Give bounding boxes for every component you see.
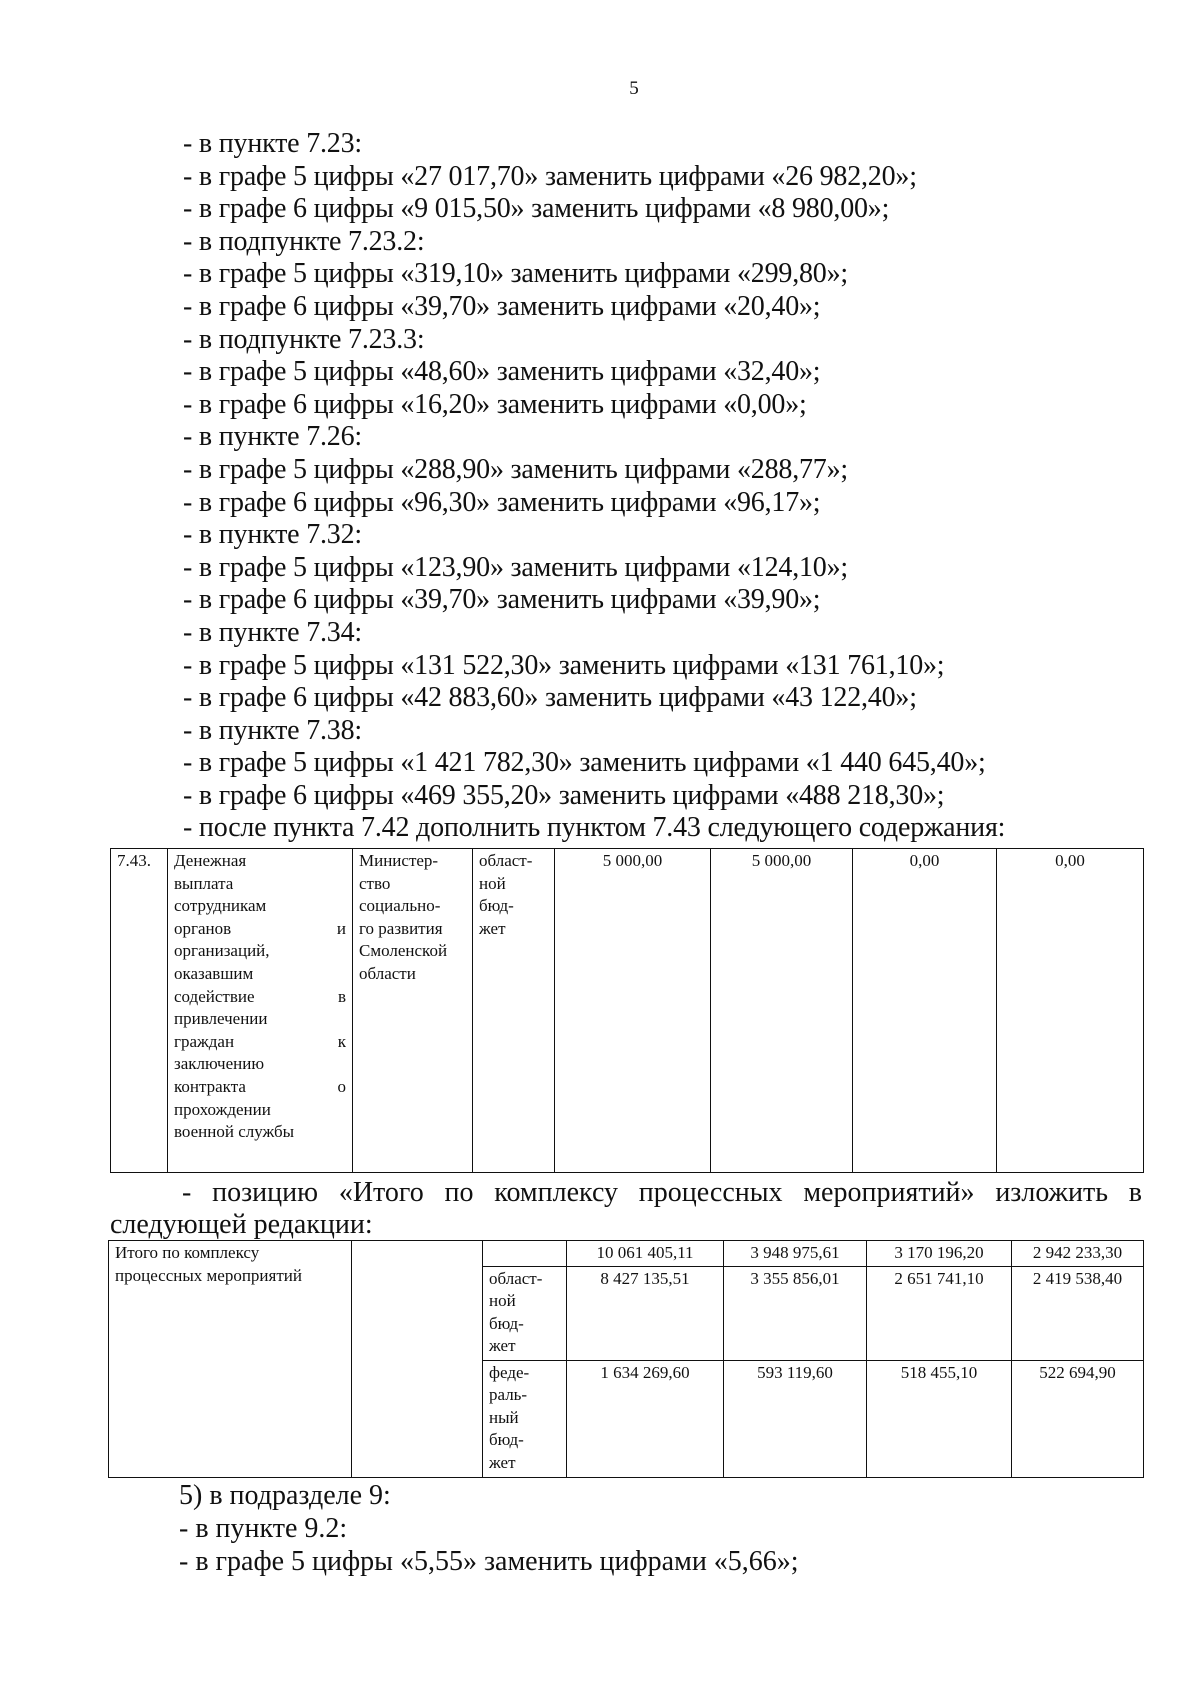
text-line: - в графе 6 цифры «96,30» заменить цифрами «96,17»; <box>183 486 821 518</box>
source-line: бюд- <box>489 1313 524 1333</box>
value-cell-year-1: 5 000,00 <box>711 849 853 1173</box>
text-line: - в графе 6 цифры «39,70» заменить цифрами «39,90»; <box>183 584 821 616</box>
source-line: бюд- <box>479 896 514 916</box>
text-line: - в графе 5 цифры «131 522,30» заменить цифрами «131 761,10»; <box>183 649 945 681</box>
itogo-title-cell: Итого по комплексу процессных мероприятий <box>109 1241 352 1478</box>
executor-line: социально- <box>359 896 441 916</box>
executor-line: го развития <box>359 918 443 938</box>
value-cell: 2 651 741,10 <box>867 1266 1012 1360</box>
total-value-cell: 3 948 975,61 <box>724 1241 867 1267</box>
name-line: военной службы <box>174 1122 295 1142</box>
source-line: раль- <box>489 1385 528 1405</box>
source-line: област- <box>479 851 533 870</box>
source-line: феде- <box>489 1362 530 1382</box>
bottom-lines <box>179 1479 799 1578</box>
table-row-total <box>109 1241 1144 1267</box>
executor-cell <box>353 849 473 1173</box>
text-line: - в графе 5 цифры «48,60» заменить цифрами «32,40»; <box>183 356 821 388</box>
source-line: ной <box>489 1291 516 1311</box>
source-cell <box>483 1360 567 1477</box>
text-line: - в графе 6 цифры «39,70» заменить цифрами «20,40»; <box>183 290 821 322</box>
text-line: - в графе 6 цифры «42 883,60» заменить цифрами «43 122,40»; <box>183 682 917 714</box>
text-line: - в графе 5 цифры «319,10» заменить цифрами «299,80»; <box>183 258 848 290</box>
text-line: - в графе 5 цифры «123,90» заменить цифрами «124,10»; <box>183 551 848 583</box>
text-line: - в графе 5 цифры «1 421 782,30» заменить цифрами «1 440 645,40»; <box>183 747 986 779</box>
value-cell: 518 455,10 <box>867 1360 1012 1477</box>
text-line: - в пункте 7.34: <box>183 616 362 648</box>
text-line: - в пункте 7.26: <box>183 421 362 453</box>
name-line: сотрудникам <box>174 896 267 916</box>
itogo-paragraph <box>110 1177 1142 1241</box>
text-line: - в пункте 7.23: <box>183 128 362 159</box>
itogo-table <box>108 1240 1144 1478</box>
empty-executor-cell <box>352 1241 483 1478</box>
name-line: организаций, <box>174 941 270 961</box>
name-line: контракта о <box>174 1076 346 1096</box>
total-value-cell: 2 942 233,30 <box>1012 1241 1144 1267</box>
paragraph-line: следующей редакции: <box>110 1209 373 1240</box>
source-line: жет <box>489 1452 516 1472</box>
text-line: - в графе 5 цифры «27 017,70» заменить цифрами «26 982,20»; <box>183 160 917 192</box>
source-line: ный <box>489 1407 519 1427</box>
name-line: заключению <box>174 1054 265 1074</box>
page-number: 5 <box>629 78 639 99</box>
value-cell: 1 634 269,60 <box>567 1360 724 1477</box>
text-line: - после пункта 7.42 дополнить пунктом 7.43 следующего содержания: <box>183 812 1006 844</box>
text-line: - в графе 6 цифры «9 015,50» заменить цифрами «8 980,00»; <box>183 193 890 225</box>
text-line: - в пункте 7.32: <box>183 519 362 551</box>
text-line: 5) в подразделе 9: <box>179 1480 391 1511</box>
text-line: - в графе 5 цифры «288,90» заменить цифрами «288,77»; <box>183 453 848 485</box>
item-name-cell <box>168 849 353 1173</box>
executor-line: Министер- <box>359 851 439 870</box>
text-line: - в графе 6 цифры «469 355,20» заменить цифрами «488 218,30»; <box>183 779 945 811</box>
name-line: привлечении <box>174 1009 268 1029</box>
source-line: жет <box>489 1336 516 1356</box>
table-row <box>111 849 1144 1173</box>
value-cell: 8 427 135,51 <box>567 1266 724 1360</box>
source-line: жет <box>479 918 506 938</box>
name-line: выплата <box>174 873 234 893</box>
source-cell <box>473 849 555 1173</box>
total-value-cell: 3 170 196,20 <box>867 1241 1012 1267</box>
text-line: - в подпункте 7.23.3: <box>183 323 425 355</box>
value-cell: 3 355 856,01 <box>724 1266 867 1360</box>
text-line: - в графе 6 цифры «16,20» заменить цифрами «0,00»; <box>183 388 807 420</box>
name-line: содействие в <box>174 986 346 1006</box>
amendment-lines <box>183 128 1005 845</box>
total-value-cell: 10 061 405,11 <box>567 1241 724 1267</box>
executor-line: области <box>359 963 416 983</box>
value-cell-year-2: 0,00 <box>853 849 997 1173</box>
item-7-43-table <box>110 848 1144 1173</box>
executor-line: Смоленской <box>359 941 448 961</box>
text-line: - в пункте 9.2: <box>179 1513 348 1544</box>
value-cell-year-3: 0,00 <box>997 849 1144 1173</box>
empty-source-cell <box>483 1241 567 1267</box>
name-line: Денежная <box>174 851 247 870</box>
text-line: - в подпункте 7.23.2: <box>183 225 425 257</box>
source-line: бюд- <box>489 1430 524 1450</box>
executor-line: ство <box>359 873 391 893</box>
value-cell-total: 5 000,00 <box>555 849 711 1173</box>
name-line: граждан к <box>174 1031 346 1051</box>
source-line: ной <box>479 873 506 893</box>
source-line: област- <box>489 1268 543 1288</box>
value-cell: 2 419 538,40 <box>1012 1266 1144 1360</box>
name-line: прохождении <box>174 1099 271 1119</box>
source-cell <box>483 1266 567 1360</box>
value-cell: 593 119,60 <box>724 1360 867 1477</box>
item-number-cell: 7.43. <box>111 849 168 1173</box>
text-line: - в пункте 7.38: <box>183 714 362 746</box>
name-line: оказавшим <box>174 963 254 983</box>
name-line: органов и <box>174 918 346 938</box>
paragraph-line: - позицию «Итого по комплексу процессных мероприятий» изложить в <box>182 1177 1142 1208</box>
value-cell: 522 694,90 <box>1012 1360 1144 1477</box>
text-line: - в графе 5 цифры «5,55» заменить цифрами «5,66»; <box>179 1546 799 1577</box>
